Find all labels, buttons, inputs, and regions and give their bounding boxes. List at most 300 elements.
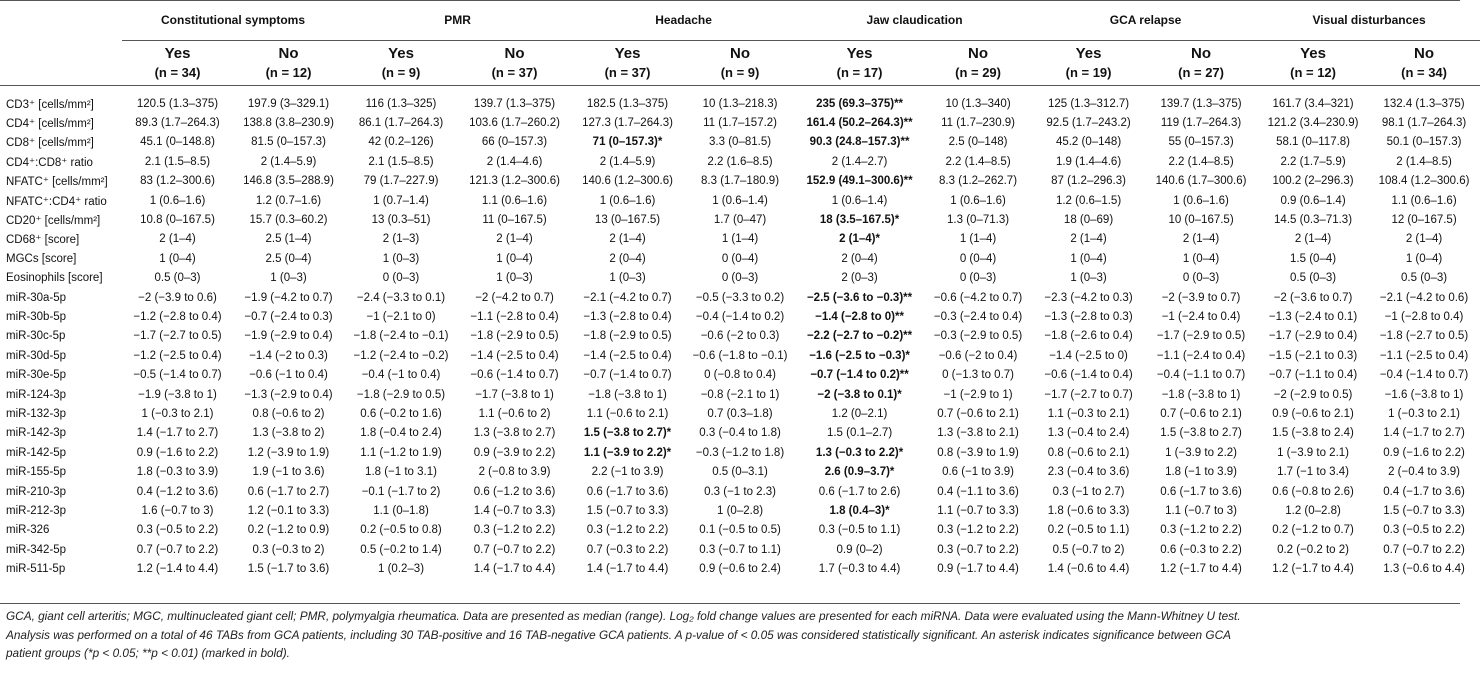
table-cell: −2.3 (−4.2 to 0.3) — [1044, 291, 1133, 304]
table-cell: 0.3 (−1.2 to 2.2) — [473, 524, 556, 537]
table-row — [0, 346, 1480, 365]
no-label: No — [278, 45, 299, 62]
table-cell: 0.8 (−0.6 to 2) — [252, 407, 325, 420]
table-row — [0, 210, 1480, 229]
table-cell: −2 (−3.9 to 0.6) — [138, 291, 217, 304]
table-cell: 1.5 (−0.7 to 3.3) — [586, 504, 669, 517]
table-cell: 1 (0.2–3) — [378, 563, 425, 576]
yes-label: Yes — [388, 45, 414, 62]
table-cell: 140.6 (1.7–300.6) — [1155, 175, 1247, 188]
table-cell: 0 (0–3) — [382, 272, 420, 285]
table-cell: 0 (0–3) — [721, 272, 759, 285]
table-cell: 2 (1.4–5.9) — [599, 155, 656, 168]
table-row — [0, 462, 1480, 481]
table-cell: 45.1 (0–148.8) — [140, 136, 215, 149]
table-row — [0, 540, 1480, 559]
table-cell: 10 (1.3–340) — [945, 97, 1011, 110]
table-cell: −1.4 (−2.5 to 0) — [1049, 349, 1128, 362]
table-cell: −0.7 (−1.4 to 0.7) — [583, 369, 672, 382]
table-cell: 0.7 (−0.7 to 2.2) — [473, 543, 556, 556]
table-cell: 1 (−0.3 to 2.1) — [141, 407, 214, 420]
table-cell: 2 (0–3) — [841, 272, 878, 285]
table-cell: 2.2 (−1 to 3.9) — [591, 466, 664, 479]
table-cell: 139.7 (1.3–375) — [473, 97, 556, 110]
table-cell: 1.4 (−1.7 to 4.4) — [586, 563, 669, 576]
table-cell: 0.6 (−1.7 to 2.6) — [818, 485, 901, 498]
table-cell: −1.1 (−2.8 to 0.4) — [470, 310, 559, 323]
table-cell: 0.3 (−0.5 to 2.2) — [136, 524, 219, 537]
no-n: (n = 29) — [955, 65, 1001, 80]
table-cell: 0.5 (−0.2 to 1.4) — [360, 543, 442, 556]
no-header — [1144, 41, 1258, 86]
table-cell: −2.5 (−3.6 to −0.3)** — [806, 291, 913, 304]
table-cell: 103.6 (1.7–260.2) — [469, 117, 560, 130]
table-cell: 121.3 (1.2–300.6) — [469, 175, 560, 188]
table-cell: 0.2 (−1.2 to 0.9) — [247, 524, 330, 537]
table-cell: 0.3 (−1.2 to 2.2) — [586, 524, 669, 537]
table-cell: 161.4 (50.2–264.3)** — [806, 117, 913, 130]
table-cell: 1.1 (0–1.8) — [373, 504, 429, 517]
table-cell: 0.3 (−0.5 to 2.2) — [1383, 524, 1465, 537]
table-cell: 86.1 (1.7–264.3) — [358, 117, 444, 130]
table-row — [0, 269, 1480, 288]
table-cell: 1.2 (0.7–1.6) — [255, 194, 322, 207]
group-header: GCA relapse — [1033, 0, 1258, 41]
table-cell: 0.3 (−0.4 to 1.8) — [699, 427, 781, 440]
row-label: miR-342-5p — [6, 543, 67, 556]
table-cell: 1.5 (−3.8 to 2.7)* — [583, 427, 672, 440]
table-cell: 2 (1–4) — [1070, 233, 1107, 246]
table-cell: 10 (0–167.5) — [1168, 214, 1234, 227]
yes-header — [796, 41, 923, 86]
table-cell: 1.3 (−0.3 to 2.2)* — [815, 446, 904, 459]
table-cell: −0.6 (−1 to 0.4) — [249, 369, 328, 382]
table-cell: 0.6 (−1.7 to 2.7) — [247, 485, 330, 498]
table-cell: 0 (0–3) — [959, 272, 997, 285]
table-cell: −1.7 (−3.8 to 1) — [475, 388, 554, 401]
table-cell: 0.3 (−1.2 to 2.2) — [1160, 524, 1242, 537]
table-cell: −2 (−3.6 to 0.7) — [1273, 291, 1353, 304]
table-cell: −1.3 (−2.8 to 0.3) — [1044, 310, 1133, 323]
yes-header — [1258, 41, 1368, 86]
table-cell: 2 (1.4–8.5) — [1396, 155, 1452, 168]
table-cell: 1.4 (−0.7 to 3.3) — [473, 504, 556, 517]
table-cell: 81.5 (0–157.3) — [251, 136, 326, 149]
no-label: No — [968, 45, 989, 62]
table-cell: 10.8 (0–167.5) — [140, 214, 215, 227]
table-cell: 161.7 (3.4–321) — [1272, 97, 1354, 110]
table-cell: 1 (0–3) — [609, 272, 646, 285]
table-cell: 235 (69.3–375)** — [816, 97, 904, 110]
table-cell: −1.7 (−2.7 to 0.5) — [133, 330, 222, 343]
table-cell: −0.5 (−1.4 to 0.7) — [133, 369, 222, 382]
table-footnote: GCA, giant cell arteritis; MGC, multinucleated giant cell; PMR, polymyalgia rheumatica. Data are presented as median (range). Log₂ fold change values are presented for each miRNA. Data were evaluated using the Mann-Whitney U test. Analysis was performed on a total of 46 TABs from GCA patients, including 30 TAB-positive and 16 TAB-negative GCA patients. A p-value of < 0.05 was considered statistically significant. An asterisk indicates significance between GCA patient groups (*p < 0.05; **p < 0.01) (marked in bold). — [6, 609, 1241, 661]
table-cell: 2.5 (0–148) — [948, 136, 1008, 149]
table-cell: 1.7 (−1 to 3.4) — [1277, 466, 1349, 479]
table-row — [0, 559, 1480, 578]
table-cell: 0.9 (−3.9 to 2.2) — [473, 446, 556, 459]
table-cell: 0.7 (−0.3 to 2.2) — [586, 543, 669, 556]
table-cell: 1 (0–3) — [1070, 272, 1107, 285]
table-cell: 1.8 (−0.3 to 3.9) — [136, 466, 219, 479]
stub-subheader — [0, 41, 122, 86]
no-header — [923, 41, 1033, 86]
table-cell: 1.1 (−0.7 to 3.3) — [937, 504, 1019, 517]
table-cell: 1 (0–4) — [496, 252, 533, 265]
table-cell: 2.3 (−0.4 to 3.6) — [1047, 466, 1130, 479]
table-row — [0, 288, 1480, 307]
table-cell: 0.6 (−0.8 to 2.6) — [1272, 485, 1354, 498]
table-cell: 8.3 (1.7–180.9) — [701, 175, 780, 188]
table-cell: −1 (−2.4 to 0.4) — [1161, 310, 1241, 323]
row-label: NFATC⁺:CD4⁺ ratio — [6, 195, 107, 208]
table-cell: 1 (−3.9 to 2.2) — [1165, 446, 1237, 459]
no-n: (n = 12) — [265, 65, 312, 80]
row-label: miR-132-3p — [6, 407, 67, 420]
table-row — [0, 249, 1480, 268]
table-cell: 1.8 (−1 to 3.9) — [1165, 466, 1237, 479]
table-row — [0, 327, 1480, 346]
table-cell: 11 (1.7–157.2) — [703, 117, 778, 130]
table-cell: 15.7 (0.3–60.2) — [249, 214, 328, 227]
table-cell: 1.3 (−0.6 to 4.4) — [1383, 563, 1465, 576]
table-row — [0, 404, 1480, 423]
table-cell: 1.8 (−0.6 to 3.3) — [1047, 504, 1130, 517]
row-label: miR-30d-5p — [6, 349, 67, 362]
table-cell: 1.5 (−0.7 to 3.3) — [1383, 504, 1465, 517]
table-cell: 2 (1–4) — [1294, 233, 1332, 246]
table-cell: 0.9 (−0.6 to 2.1) — [1272, 407, 1354, 420]
table-cell: 0.7 (−0.6 to 2.1) — [937, 407, 1019, 420]
table-cell: 0.3 (−1 to 2.7) — [1052, 485, 1125, 498]
table-cell: 1 (1–4) — [959, 233, 997, 246]
table-cell: 1.4 (−1.7 to 2.7) — [136, 427, 219, 440]
row-label: miR-155-5p — [6, 466, 67, 479]
table-cell: 2 (1–4) — [1405, 233, 1443, 246]
table-row — [0, 424, 1480, 443]
table-cell: −2 (−4.2 to 0.7) — [475, 291, 554, 304]
table-cell: 2.6 (0.9–3.7)* — [824, 466, 895, 479]
table-cell: 0 (−0.8 to 0.4) — [704, 369, 776, 382]
table-cell: 1 (0.6–1.4) — [712, 194, 768, 207]
yes-label: Yes — [1075, 45, 1102, 62]
table-row — [0, 172, 1480, 191]
table-cell: 10 (1.3–218.3) — [702, 97, 778, 110]
table-cell: −1 (−2.8 to 0.4) — [1384, 310, 1464, 323]
no-label: No — [504, 45, 525, 62]
table-cell: −1.4 (−2.5 to 0.4) — [583, 349, 672, 362]
table-cell: −1.4 (−2.8 to 0)** — [815, 310, 904, 323]
table-row — [0, 385, 1480, 404]
table-cell: 0.3 (−1 to 2.3) — [704, 485, 776, 498]
table-cell: 0.8 (−0.6 to 2.1) — [1047, 446, 1130, 459]
table-cell: 0.3 (−1.2 to 2.2) — [937, 524, 1019, 537]
table-cell: 2 (1–4) — [496, 233, 533, 246]
table-cell: 1.9 (1.4–4.6) — [1055, 155, 1122, 168]
table-cell: 197.9 (3–329.1) — [247, 97, 330, 110]
table-row — [0, 152, 1480, 171]
table-cell: 132.4 (1.3–375) — [1383, 97, 1465, 110]
table-cell: −1.8 (−3.8 to 1) — [1161, 388, 1241, 401]
table-cell: 127.3 (1.7–264.3) — [582, 117, 673, 130]
table-cell: −0.8 (−2.1 to 1) — [700, 388, 780, 401]
table-cell: 2.5 (0–4) — [265, 252, 312, 265]
table-cell: −1.4 (−2 to 0.3) — [249, 349, 328, 362]
table-cell: 139.7 (1.3–375) — [1160, 97, 1242, 110]
table-cell: 0.5 (−0.7 to 2) — [1052, 543, 1125, 556]
table-cell: 0.2 (−1.2 to 0.7) — [1272, 524, 1354, 537]
subheader-row — [0, 41, 1480, 86]
table-cell: −2 (−2.9 to 0.5) — [1273, 388, 1353, 401]
table-cell: 1 (0–2.8) — [717, 504, 764, 517]
yes-n: (n = 9) — [381, 65, 421, 80]
table-cell: 0.4 (−1.7 to 3.6) — [1383, 485, 1465, 498]
table-cell: 1 (0–4) — [159, 252, 196, 265]
table-cell: −0.1 (−1.7 to 2) — [361, 485, 441, 498]
row-label: miR-142-3p — [6, 427, 67, 440]
table-cell: 1.2 (−0.1 to 3.3) — [247, 504, 330, 517]
table-cell: −1.8 (−3.8 to 1) — [588, 388, 667, 401]
table-row — [0, 501, 1480, 520]
table-row — [0, 365, 1480, 384]
table-cell: 0.3 (−0.5 to 1.1) — [818, 524, 901, 537]
table-cell: 1.1 (−0.6 to 2.1) — [586, 407, 669, 420]
table-cell: 121.2 (3.4–230.9) — [1267, 117, 1359, 130]
row-label: miR-30c-5p — [6, 330, 66, 343]
table-cell: 0.7 (−0.7 to 2.2) — [136, 543, 219, 556]
table-cell: 1.5 (0.1–2.7) — [826, 427, 893, 440]
table-cell: 0.7 (−0.7 to 2.2) — [1383, 543, 1465, 556]
yes-label: Yes — [1300, 45, 1326, 62]
table-cell: −1.9 (−4.2 to 0.7) — [244, 291, 333, 304]
table-cell: 18 (0–69) — [1063, 214, 1114, 227]
table-cell: −2.2 (−2.7 to −0.2)** — [806, 330, 913, 343]
table-cell: 0.6 (−1 to 3.9) — [942, 466, 1014, 479]
table-cell: 0.5 (0–3.1) — [712, 466, 768, 479]
table-cell: 13 (0–167.5) — [594, 214, 661, 227]
no-label: No — [1414, 45, 1435, 62]
table-cell: 0.4 (−1.1 to 3.6) — [937, 485, 1019, 498]
table-cell: 1.1 (−3.9 to 2.2)* — [583, 446, 672, 459]
table-cell: 2 (1–4) — [609, 233, 646, 246]
table-cell: 0.9 (0–2) — [836, 543, 883, 556]
row-label: CD68⁺ [score] — [6, 234, 80, 247]
table-cell: 79 (1.7–227.9) — [363, 175, 439, 188]
table-cell: 1.2 (0–2.1) — [831, 407, 888, 420]
table-cell: 0.6 (−0.2 to 1.6) — [360, 407, 442, 420]
table-cell: −2.4 (−3.3 to 0.1) — [356, 291, 446, 304]
table-cell: 1.3 (−3.8 to 2) — [252, 427, 325, 440]
table-cell: −1.8 (−2.4 to −0.1) — [353, 330, 449, 343]
table-cell: 1 (0–3) — [270, 272, 307, 285]
table-cell: 0.6 (−1.2 to 3.6) — [473, 485, 556, 498]
table-cell: 45.2 (0–148) — [1055, 136, 1122, 149]
table-cell: 1.8 (−0.4 to 2.4) — [360, 427, 442, 440]
table-cell: −0.5 (−3.3 to 0.2) — [695, 291, 785, 304]
table-cell: −1.8 (−2.9 to 0.5) — [470, 330, 559, 343]
table-cell: −1.5 (−2.1 to 0.3) — [1268, 349, 1358, 362]
table-cell: 2.1 (1.5–8.5) — [368, 155, 434, 168]
group-header: Jaw claudication — [796, 0, 1033, 41]
table-cell: 116 (1.3–325) — [365, 97, 437, 110]
no-n: (n = 9) — [720, 65, 760, 80]
table-cell: 2 (0–4) — [609, 252, 646, 265]
table-cell: 0.6 (−0.3 to 2.2) — [1160, 543, 1242, 556]
table-cell: 1.8 (−1 to 3.1) — [365, 466, 437, 479]
table-cell: −1.2 (−2.4 to −0.2) — [353, 349, 449, 362]
table-cell: −1.8 (−2.9 to 0.5) — [356, 388, 446, 401]
table-cell: −1.8 (−2.9 to 0.5) — [583, 330, 672, 343]
table-cell: 1.8 (0.4–3)* — [829, 504, 890, 517]
table-cell: 18 (3.5–167.5)* — [819, 214, 900, 227]
table-cell: 1.5 (−1.7 to 3.6) — [247, 563, 330, 576]
table-cell: 0 (0–3) — [1182, 272, 1220, 285]
table-cell: −1.4 (−2.5 to 0.4) — [470, 349, 559, 362]
table-cell: 1.1 (0.6–1.6) — [1391, 194, 1457, 207]
table-cell: −0.7 (−2.4 to 0.3) — [244, 310, 333, 323]
table-cell: 92.5 (1.7–243.2) — [1046, 117, 1131, 130]
table-cell: 1.1 (0.6–1.6) — [481, 194, 548, 207]
table-cell: 11 (1.7–230.9) — [941, 117, 1016, 130]
table-cell: 1 (0–4) — [1070, 252, 1107, 265]
row-label: miR-142-5p — [6, 446, 67, 459]
table-cell: 58.1 (0–117.8) — [1276, 136, 1351, 149]
table-cell: 50.1 (0–157.3) — [1386, 136, 1462, 149]
table-cell: −0.6 (−2 to 0.3) — [700, 330, 780, 343]
table-row — [0, 443, 1480, 462]
table-cell: −2.1 (−4.2 to 0.6) — [1379, 291, 1469, 304]
table-cell: 2 (−0.4 to 3.9) — [1388, 466, 1460, 479]
table-cell: 1.1 (−0.7 to 3) — [1165, 504, 1237, 517]
table-cell: 1.4 (−1.7 to 4.4) — [473, 563, 556, 576]
table-cell: 2 (−0.8 to 3.9) — [478, 466, 551, 479]
table-cell: 1 (0.6–1.6) — [1173, 194, 1229, 207]
table-row — [0, 521, 1480, 540]
table-cell: 2 (1–3) — [382, 233, 420, 246]
table-cell: 1.2 (−1.7 to 4.4) — [1160, 563, 1242, 576]
table-cell: −1.1 (−2.4 to 0.4) — [1156, 349, 1246, 362]
table-cell: 0.4 (−1.2 to 3.6) — [136, 485, 219, 498]
no-n: (n = 27) — [1178, 65, 1224, 80]
table-cell: −2 (−3.9 to 0.7) — [1161, 291, 1241, 304]
table-cell: 1.1 (−1.2 to 1.9) — [360, 446, 442, 459]
yes-label: Yes — [846, 45, 873, 62]
table-cell: 120.5 (1.3–375) — [136, 97, 219, 110]
table-cell: 182.5 (1.3–375) — [586, 97, 669, 110]
table-cell: 0.5 (0–3) — [1401, 272, 1448, 285]
table-cell: −0.6 (−2 to 0.4) — [938, 349, 1018, 362]
table-cell: 1.2 (−3.9 to 1.9) — [247, 446, 330, 459]
table-cell: 2 (1–4)* — [839, 233, 880, 246]
table-cell: 146.8 (3.5–288.9) — [243, 175, 334, 188]
yes-n: (n = 34) — [154, 65, 201, 80]
yes-header — [122, 41, 233, 86]
table-cell: 1.2 (0–2.8) — [1285, 504, 1341, 517]
table-row — [0, 133, 1480, 152]
row-label: CD4⁺:CD8⁺ ratio — [6, 156, 93, 169]
table-row — [0, 94, 1480, 113]
table-cell: 1.9 (−1 to 3.6) — [252, 466, 325, 479]
table-cell: 1.1 (−0.6 to 2) — [478, 407, 551, 420]
no-header — [233, 41, 344, 86]
spacer-cell — [0, 86, 1480, 95]
table-cell: −0.3 (−1.2 to 1.8) — [695, 446, 785, 459]
table-cell: 152.9 (49.1–300.6)** — [806, 175, 913, 188]
table-cell: 0.9 (−1.6 to 2.2) — [1383, 446, 1465, 459]
table-cell: 14.5 (0.3–71.3) — [1274, 214, 1353, 227]
no-header — [1368, 41, 1480, 86]
stub-header — [0, 0, 122, 41]
table-cell: 1 (0–4) — [1405, 252, 1443, 265]
table-cell: 0.7 (0.3–1.8) — [707, 407, 773, 420]
table-cell: 2 (1.4–5.9) — [260, 155, 317, 168]
table-cell: −1.1 (−2.5 to 0.4) — [1379, 349, 1469, 362]
table-cell: 0.3 (−0.7 to 1.1) — [699, 543, 781, 556]
row-label: CD3⁺ [cells/mm²] — [6, 98, 94, 111]
table-cell: 0.2 (−0.5 to 0.8) — [360, 524, 442, 537]
table-row — [0, 230, 1480, 249]
no-n: (n = 37) — [491, 65, 538, 80]
table-cell: −0.3 (−2.9 to 0.5) — [933, 330, 1023, 343]
table-cell: 0.3 (−0.3 to 2) — [252, 543, 325, 556]
table-cell: −0.7 (−1.4 to 0.2)** — [810, 369, 909, 382]
table-cell: 140.6 (1.2–300.6) — [582, 175, 673, 188]
table-cell: 42 (0.2–126) — [368, 136, 434, 149]
table-cell: 0.8 (−3.9 to 1.9) — [937, 446, 1019, 459]
table-cell: 2 (1.4–4.6) — [486, 155, 543, 168]
table-cell: 1.3 (−3.8 to 2.7) — [473, 427, 556, 440]
table-cell: −0.4 (−1.1 to 0.7) — [1156, 369, 1246, 382]
table-cell: −0.7 (−1.1 to 0.4) — [1268, 369, 1358, 382]
table-cell: −1.7 (−2.9 to 0.5) — [1156, 330, 1246, 343]
table-cell: −1.2 (−2.5 to 0.4) — [133, 349, 222, 362]
yes-n: (n = 17) — [836, 65, 883, 80]
table-cell: 71 (0–157.3)* — [592, 136, 663, 149]
row-label: CD8⁺ [cells/mm²] — [6, 137, 94, 150]
table-cell: 0 (0–4) — [959, 252, 997, 265]
table-cell: 2 (1–4) — [159, 233, 196, 246]
table-cell: 55 (0–157.3) — [1168, 136, 1234, 149]
row-label: CD4⁺ [cells/mm²] — [6, 118, 94, 131]
table-cell: −0.6 (−4.2 to 0.7) — [933, 291, 1023, 304]
row-label: NFATC⁺ [cells/mm²] — [6, 176, 108, 189]
table-cell: 0.2 (−0.5 to 1.1) — [1047, 524, 1130, 537]
table-cell: 0.1 (−0.5 to 0.5) — [699, 524, 781, 537]
row-label: MGCs [score] — [6, 252, 77, 265]
table-cell: 100.2 (2–296.3) — [1272, 175, 1354, 188]
table-cell: 1 (0.6–1.6) — [950, 194, 1006, 207]
no-header — [684, 41, 796, 86]
table-cell: 125 (1.3–312.7) — [1047, 97, 1130, 110]
yes-header — [344, 41, 458, 86]
table-cell: 90.3 (24.8–157.3)** — [809, 136, 910, 149]
group-header: Headache — [571, 0, 796, 41]
table-cell: 11 (0–167.5) — [482, 214, 547, 227]
table-cell: 1 (−0.3 to 2.1) — [1388, 407, 1460, 420]
yes-n: (n = 37) — [604, 65, 651, 80]
row-label: miR-210-3p — [6, 485, 67, 498]
table-cell: 1 (0.6–1.4) — [831, 194, 888, 207]
table-cell: 0.5 (0–3) — [1290, 272, 1337, 285]
no-label: No — [1191, 45, 1212, 62]
table-cell: 2.2 (1.7–5.9) — [1280, 155, 1346, 168]
table-cell: 1.2 (−1.7 to 4.4) — [1272, 563, 1354, 576]
yes-n: (n = 12) — [1290, 65, 1336, 80]
table-cell: 138.8 (3.8–230.9) — [243, 117, 334, 130]
table-cell: 3.3 (0–81.5) — [709, 136, 772, 149]
table-cell: 2 (0–4) — [841, 252, 878, 265]
table-cell: 1 (0.6–1.6) — [599, 194, 656, 207]
